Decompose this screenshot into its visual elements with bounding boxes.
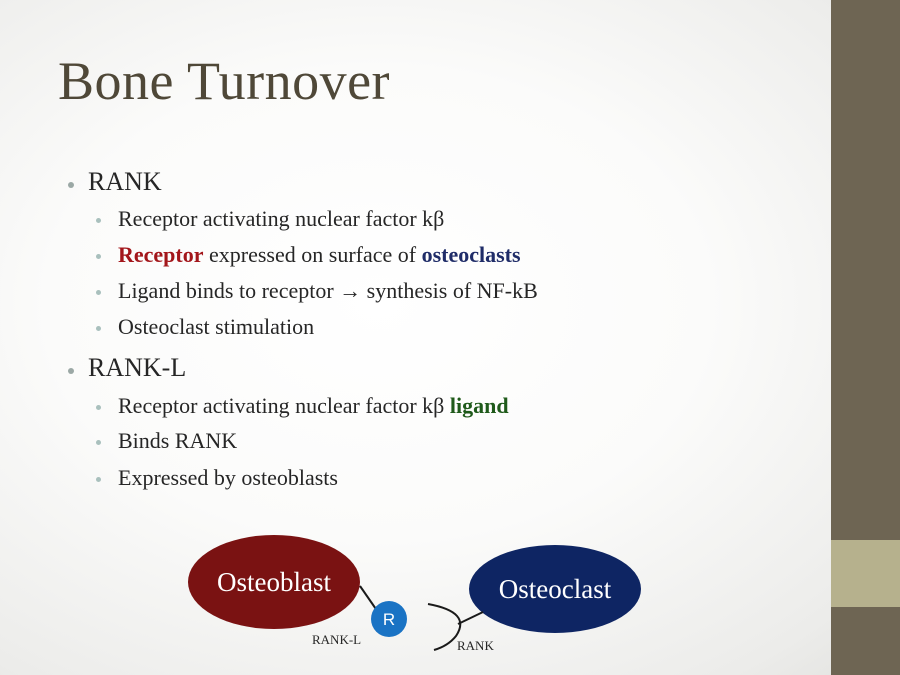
bullet-item: Binds RANK: [118, 428, 238, 453]
rankl-label: RANK-L: [312, 632, 362, 647]
section-heading-rank-l: RANK-L: [88, 353, 187, 382]
bullet-text: expressed on surface of: [203, 242, 422, 267]
rank-receptor-cup: [428, 604, 460, 650]
bullet-item: Osteoclast stimulation: [118, 314, 315, 339]
rank-connector: [458, 612, 483, 624]
bullet-item: Receptor activating nuclear factor kβ: [118, 206, 445, 231]
emphasis-ligand: ligand: [449, 393, 509, 418]
section-heading-rank: RANK: [88, 167, 162, 196]
receptor-label: R: [382, 610, 396, 629]
emphasis-receptor: Receptor: [118, 242, 204, 267]
bullet-item: Expressed by osteoblasts: [118, 465, 338, 490]
bullet-item: Ligand binds to receptor → synthesis of NF-kB: [118, 278, 538, 303]
osteoclast-label: Osteoclast: [498, 574, 612, 604]
slide-title: Bone Turnover: [58, 51, 391, 111]
emphasis-osteoclasts: osteoclasts: [421, 242, 521, 267]
bullet-text: Receptor activating nuclear factor kβ: [118, 393, 450, 418]
rank-label: RANK: [457, 638, 494, 653]
osteoblast-label: Osteoblast: [217, 567, 331, 597]
